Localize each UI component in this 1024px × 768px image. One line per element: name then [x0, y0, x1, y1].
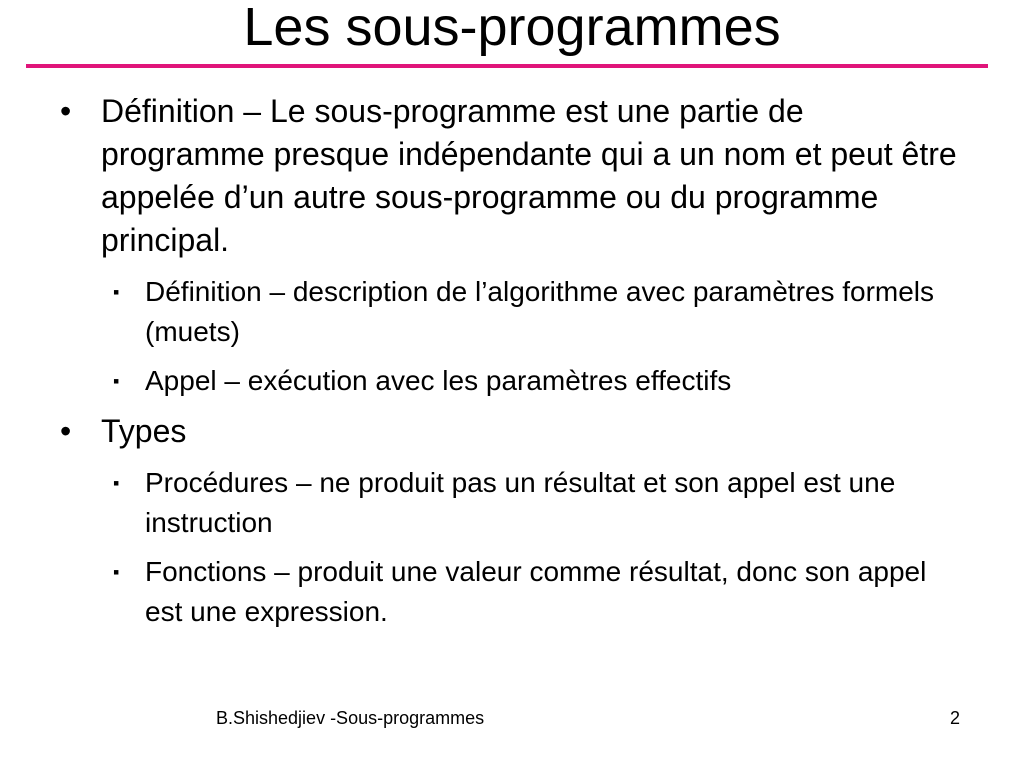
slide-title: Les sous-programmes: [243, 0, 781, 57]
bullet-dot-icon: •: [60, 413, 72, 449]
sub-bullet-appel: [60, 361, 960, 401]
sub-bullet-text: Procédures – ne produit pas un résultat et son appel est une instruction: [145, 467, 896, 538]
square-bullet-icon: ▪: [113, 473, 120, 493]
sub-bullet-text: Définition – description de l’algorithme avec paramètres formels (muets): [145, 276, 935, 347]
sub-bullet-procedures: [60, 463, 960, 543]
page-number: 2: [950, 708, 961, 728]
title-underline: [26, 64, 988, 68]
square-bullet-icon: ▪: [113, 371, 120, 391]
sub-bullet-fonctions: [60, 552, 960, 632]
sub-bullet-text: Fonctions – produit une valeur comme résultat, donc son appel est une expression.: [145, 556, 927, 627]
bullet-text: Types: [101, 413, 187, 449]
bullet-definition: [60, 90, 960, 262]
bullet-text: Définition – Le sous-programme est une partie de programme presque indépendante qui a un nom et peut être appelée d’un autre sous-programme ou du programme principal.: [101, 93, 957, 258]
square-bullet-icon: ▪: [113, 562, 120, 582]
bullet-dot-icon: •: [60, 93, 72, 129]
sub-bullet-definition: [60, 272, 960, 352]
bullet-types: [60, 410, 960, 453]
slide-content: [60, 90, 960, 641]
sub-bullet-text: Appel – exécution avec les paramètres effectifs: [145, 365, 732, 396]
footer-text: B.Shishedjiev -Sous-programmes: [216, 708, 485, 728]
square-bullet-icon: ▪: [113, 282, 120, 302]
